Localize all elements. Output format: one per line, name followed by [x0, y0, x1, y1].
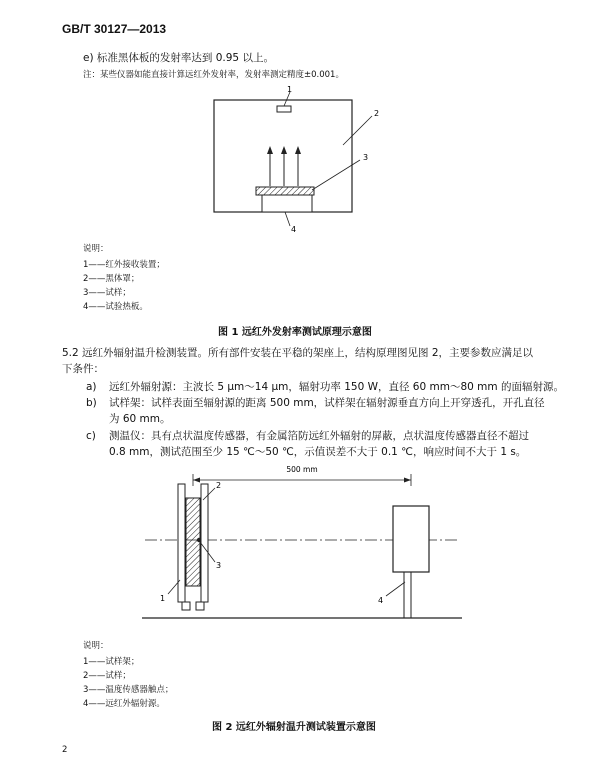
- fig1-label-2: 2: [374, 109, 380, 118]
- fig1-legend-title: 说明：: [83, 244, 109, 254]
- sample-holder-plate: [201, 484, 208, 602]
- holder-foot: [196, 602, 204, 610]
- fig2-legend-item: 2——试样；: [83, 671, 131, 681]
- standard-id: GB/T 30127—2013: [62, 22, 167, 36]
- item-b-cont: 为 60 mm。: [109, 413, 171, 425]
- item-b-text: 试样架：试样表面至辐射源的距离 500 mm，试样架在辐射源垂直方向上开穿透孔，开孔直径: [109, 397, 545, 409]
- item-a-marker: a): [86, 381, 97, 393]
- item-e: e) 标准黑体板的发射率达到 0.95 以上。: [83, 52, 274, 64]
- figure-2-diagram: [0, 460, 600, 640]
- section-5-2-line2: 下条件：: [62, 363, 104, 375]
- fig2-legend-item: 3——温度传感器触点；: [83, 685, 174, 695]
- fig1-label-3: 3: [363, 153, 369, 162]
- fig1-legend-item: 1——红外接收装置；: [83, 260, 165, 270]
- fig2-sample: [186, 498, 200, 586]
- fig1-legend-item: 3——试样；: [83, 288, 131, 298]
- section-5-2-line1: 5.2 远红外辐射温升检测装置。所有部件安装在平稳的架座上，结构原理图见图 2，主要参数应满足以: [62, 347, 534, 359]
- note: 注：某些仪器如能直接计算远红外发射率，发射率测定精度±0.001。: [83, 70, 344, 80]
- sensor-contact: [197, 538, 201, 542]
- dimension-label: 500 mm: [286, 465, 318, 474]
- holder-foot: [182, 602, 190, 610]
- fig2-label-4: 4: [378, 596, 384, 605]
- fig1-legend-item: 4——试验热板。: [83, 302, 148, 312]
- test-sample: [256, 187, 314, 195]
- figure-1-diagram: [0, 0, 600, 240]
- item-c-cont: 0.8 mm，测试范围至少 15 ℃～50 ℃，示值误差不大于 0.1 ℃，响应时间不大于 1 s。: [109, 446, 527, 458]
- fig2-label-3: 3: [216, 561, 222, 570]
- fig1-label-4: 4: [291, 225, 297, 234]
- figure-2-caption: 图 2 远红外辐射温升测试装置示意图: [212, 722, 376, 733]
- item-b-marker: b): [86, 397, 97, 409]
- item-c-text: 测温仪：具有点状温度传感器，有金属箔防远红外辐射的屏蔽，点状温度传感器直径不超过: [109, 430, 529, 442]
- infrared-receiver: [277, 106, 291, 112]
- sample-holder-plate: [178, 484, 185, 602]
- fig2-label-2: 2: [216, 481, 222, 490]
- page-number: 2: [62, 745, 68, 755]
- item-c-marker: c): [86, 430, 96, 442]
- fig1-label-1: 1: [287, 85, 293, 94]
- far-infrared-source: [393, 506, 429, 572]
- test-hot-plate: [262, 195, 312, 212]
- figure-1-caption: 图 1 远红外发射率测试原理示意图: [218, 327, 372, 338]
- fig2-label-1: 1: [160, 594, 166, 603]
- fig1-legend-item: 2——黑体罩；: [83, 274, 140, 284]
- fig2-legend-item: 4——远红外辐射源。: [83, 699, 165, 709]
- fig2-legend-title: 说明：: [83, 641, 109, 651]
- fig2-legend-item: 1——试样架；: [83, 657, 140, 667]
- item-a-text: 远红外辐射源：主波长 5 μm～14 μm，辐射功率 150 W，直径 60 mm～80 mm 的面辐射源。: [109, 381, 564, 393]
